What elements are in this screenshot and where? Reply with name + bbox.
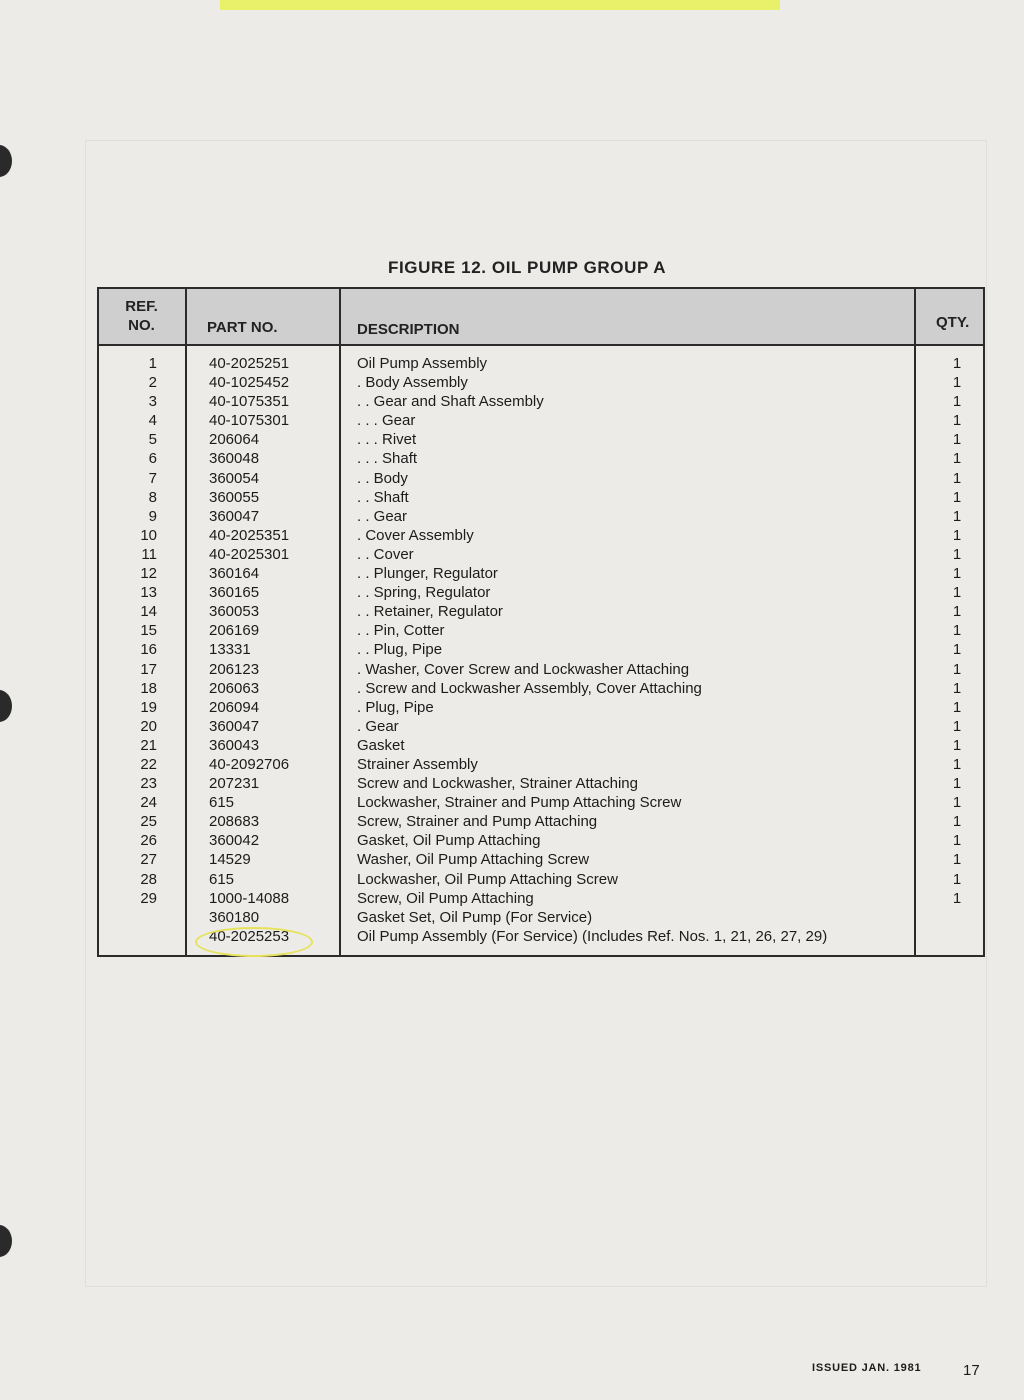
ref-no-cell: 18 [140, 679, 157, 697]
part-no-cell: 615 [209, 870, 235, 888]
qty-cell: 1 [952, 755, 962, 773]
table-row [99, 392, 983, 411]
ref-no-cell: 28 [140, 870, 157, 888]
description-cell: . . Retainer, Regulator [357, 603, 503, 621]
part-no-cell: 206123 [209, 660, 260, 678]
parts-table [97, 287, 985, 957]
part-no-cell: 360165 [209, 584, 260, 602]
ref-no-cell: 4 [148, 412, 157, 430]
description-cell: . . Gear [357, 507, 408, 525]
header-ref-line-2: NO. [128, 317, 155, 334]
part-no-cell: 360047 [209, 507, 260, 525]
table-row [99, 373, 983, 392]
description-cell: . Body Assembly [357, 374, 468, 392]
part-no-cell: 207231 [209, 775, 260, 793]
ref-no-cell: 1 [148, 355, 157, 372]
description-cell: . Screw and Lockwasher Assembly, Cover Attaching [357, 679, 702, 697]
table-row [99, 755, 983, 774]
description-cell: Gasket Set, Oil Pump (For Service) [357, 908, 593, 926]
description-cell: . . Cover [357, 545, 414, 563]
qty-cell: 1 [952, 736, 962, 754]
table-row [99, 507, 983, 526]
part-no-cell: 40-1075301 [209, 412, 290, 430]
header-qty: QTY. [936, 314, 970, 331]
table-row [99, 850, 983, 869]
highlight-circle [195, 927, 313, 957]
qty-cell: 1 [952, 851, 962, 869]
part-no-cell: 1000-14088 [209, 889, 290, 907]
description-cell: Strainer Assembly [357, 755, 478, 773]
description-cell: Gasket [357, 736, 405, 754]
table-row [99, 621, 983, 640]
qty-cell: 1 [952, 412, 962, 430]
qty-cell: 1 [952, 889, 962, 907]
qty-cell: 1 [952, 660, 962, 678]
description-cell: . . Spring, Regulator [357, 584, 491, 602]
description-cell: . Gear [357, 717, 399, 735]
description-cell: Washer, Oil Pump Attaching Screw [357, 851, 590, 869]
table-row [99, 793, 983, 812]
part-no-cell: 40-2025253 [209, 927, 290, 945]
description-cell: Lockwasher, Oil Pump Attaching Screw [357, 870, 618, 888]
ref-no-cell: 10 [140, 526, 157, 544]
part-no-cell: 40-2025251 [209, 355, 290, 372]
qty-cell: 1 [952, 794, 962, 812]
part-no-cell: 360043 [209, 736, 260, 754]
ref-no-cell: 13 [140, 584, 157, 602]
description-cell: . . Gear and Shaft Assembly [357, 393, 544, 411]
qty-cell: 1 [952, 698, 962, 716]
description-cell: Screw, Oil Pump Attaching [357, 889, 534, 907]
issued-date: ISSUED JAN. 1981 [812, 1362, 922, 1374]
table-row [99, 679, 983, 698]
ref-no-cell: 3 [148, 393, 157, 411]
qty-cell: 1 [952, 832, 962, 850]
description-cell: . . Body [357, 469, 408, 487]
part-no-cell: 13331 [209, 641, 251, 659]
part-no-cell: 360042 [209, 832, 260, 850]
table-row [99, 831, 983, 850]
table-row [99, 660, 983, 679]
description-cell: . . Plunger, Regulator [357, 565, 498, 583]
table-row [99, 545, 983, 564]
ref-no-cell: 11 [141, 545, 157, 563]
qty-cell: 1 [952, 622, 962, 640]
part-no-cell: 40-1025452 [209, 374, 290, 392]
ref-no-cell: 22 [140, 755, 157, 773]
table-row [99, 870, 983, 889]
part-no-cell: 360180 [209, 908, 260, 926]
qty-cell: 1 [952, 393, 962, 411]
part-no-cell: 360053 [209, 603, 260, 621]
table-row [99, 449, 983, 468]
qty-cell: 1 [952, 526, 962, 544]
description-cell: . . . Gear [357, 412, 416, 430]
header-ref-line-1: REF. [125, 298, 158, 315]
qty-cell: 1 [952, 431, 962, 449]
part-no-cell: 360047 [209, 717, 260, 735]
qty-cell: 1 [952, 507, 962, 525]
part-no-cell: 40-2092706 [209, 755, 290, 773]
ref-no-cell: 5 [148, 431, 157, 449]
qty-cell: 1 [952, 374, 962, 392]
qty-cell: 1 [952, 488, 962, 506]
table-row [99, 774, 983, 793]
qty-cell: 1 [952, 870, 962, 888]
ref-no-cell: 26 [140, 832, 157, 850]
ref-no-cell: 25 [140, 813, 157, 831]
part-no-cell: 206094 [209, 698, 260, 716]
description-cell: Gasket, Oil Pump Attaching [357, 832, 541, 850]
binder-hole-bottom [0, 1225, 12, 1257]
table-row [99, 698, 983, 717]
page-number: 17 [963, 1362, 980, 1379]
qty-cell: 1 [952, 565, 962, 583]
table-row [99, 354, 983, 373]
ref-no-cell: 27 [140, 851, 157, 869]
ref-no-cell: 15 [140, 622, 157, 640]
table-row [99, 717, 983, 736]
binder-hole-middle [0, 690, 12, 722]
ref-no-cell: 29 [140, 889, 157, 907]
description-cell: . . Plug, Pipe [357, 641, 443, 659]
part-no-cell: 206169 [209, 622, 260, 640]
description-cell: . . Shaft [357, 488, 409, 506]
qty-cell: 1 [952, 603, 962, 621]
ref-no-cell: 12 [140, 565, 157, 583]
description-cell: . Cover Assembly [357, 526, 474, 544]
ref-no-cell: 21 [140, 736, 157, 754]
table-row [99, 602, 983, 621]
part-no-cell: 208683 [209, 813, 260, 831]
part-no-cell: 615 [209, 794, 235, 812]
description-cell: Screw and Lockwasher, Strainer Attaching [357, 775, 638, 793]
table-header [99, 289, 983, 346]
qty-cell: 1 [952, 450, 962, 468]
table-row [99, 564, 983, 583]
part-no-cell: 360055 [209, 488, 260, 506]
table-row [99, 640, 983, 659]
qty-cell: 1 [952, 469, 962, 487]
header-part-no: PART NO. [207, 319, 278, 336]
description-cell: Lockwasher, Strainer and Pump Attaching Screw [357, 794, 682, 812]
table-row [99, 411, 983, 430]
part-no-cell: 14529 [209, 851, 251, 869]
ref-no-cell: 24 [140, 794, 157, 812]
part-no-cell: 206064 [209, 431, 260, 449]
ref-no-cell: 20 [140, 717, 157, 735]
ref-no-cell: 23 [140, 775, 157, 793]
binder-hole-top [0, 145, 12, 177]
qty-cell: 1 [952, 545, 962, 563]
ref-no-cell: 2 [148, 374, 157, 392]
description-cell: . Plug, Pipe [357, 698, 434, 716]
table-row [99, 812, 983, 831]
description-cell: . . Pin, Cotter [357, 622, 445, 640]
table-body [99, 354, 983, 946]
qty-cell: 1 [952, 717, 962, 735]
part-no-cell: 360054 [209, 469, 260, 487]
qty-cell: 1 [952, 679, 962, 697]
description-cell: . . . Rivet [357, 431, 417, 449]
qty-cell: 1 [952, 775, 962, 793]
table-row [99, 889, 983, 908]
part-no-cell: 40-1075351 [209, 393, 290, 411]
highlighter-strip [220, 0, 780, 10]
header-ref-no [99, 297, 184, 335]
table-row [99, 526, 983, 545]
ref-no-cell: 6 [148, 450, 157, 468]
ref-no-cell: 8 [148, 488, 157, 506]
qty-cell: 1 [952, 584, 962, 602]
ref-no-cell: 9 [148, 507, 157, 525]
part-no-cell: 360164 [209, 565, 260, 583]
part-no-cell: 40-2025351 [209, 526, 290, 544]
qty-cell: 1 [952, 813, 962, 831]
qty-cell: 1 [952, 641, 962, 659]
ref-no-cell: 17 [140, 660, 157, 678]
figure-title: FIGURE 12. OIL PUMP GROUP A [388, 258, 667, 277]
part-no-cell: 40-2025301 [209, 545, 290, 563]
header-description: DESCRIPTION [357, 321, 460, 338]
table-row [99, 908, 983, 927]
part-no-cell: 360048 [209, 450, 260, 468]
ref-no-cell: 7 [148, 469, 157, 487]
ref-no-cell: 19 [140, 698, 157, 716]
description-cell: . Washer, Cover Screw and Lockwasher Attaching [357, 660, 690, 678]
description-cell: Oil Pump Assembly (For Service) (Includes Ref. Nos. 1, 21, 26, 27, 29) [357, 927, 828, 945]
ref-no-cell: 16 [140, 641, 157, 659]
table-row [99, 469, 983, 488]
ref-no-cell: 14 [140, 603, 157, 621]
table-row [99, 583, 983, 602]
description-cell: Screw, Strainer and Pump Attaching [357, 813, 598, 831]
table-row [99, 736, 983, 755]
part-no-cell: 206063 [209, 679, 260, 697]
description-cell: Oil Pump Assembly [357, 355, 488, 372]
description-cell: . . . Shaft [357, 450, 418, 468]
table-row [99, 430, 983, 449]
table-row [99, 488, 983, 507]
qty-cell: 1 [952, 355, 962, 372]
